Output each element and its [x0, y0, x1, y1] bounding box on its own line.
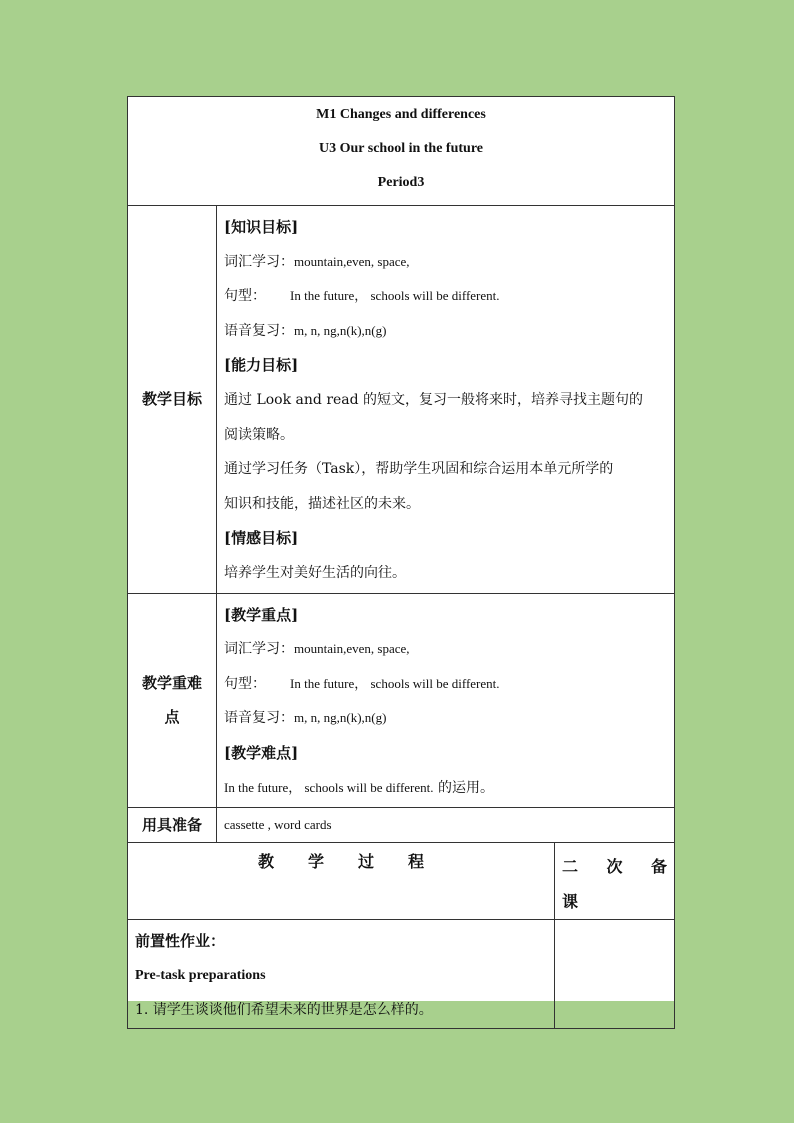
process-char-2: 学 [307, 852, 324, 872]
phonics-label: 语音复习： [224, 322, 294, 339]
tools-text: cassette , word cards [217, 808, 675, 843]
phonics-line [224, 314, 666, 349]
lesson-plan-table [127, 96, 675, 1029]
objectives-content [217, 206, 675, 594]
key-sentence-label: 句型： [224, 675, 266, 692]
lesson-plan-page [127, 96, 674, 1019]
second-prep-char-2: 次 [606, 857, 623, 877]
phonics-text: m, n, ng,n(k),n(g) [294, 322, 387, 338]
ability-line-3: 通过学习任务（Task），帮助学生巩固和综合运用本单元所学的 [224, 461, 614, 478]
key-vocab-text: mountain,even, space, [294, 641, 410, 657]
key-phonics-line [224, 701, 666, 736]
difficult-line [224, 771, 666, 806]
key-phonics-text: m, n, ng,n(k),n(g) [294, 710, 387, 726]
key-points-content [217, 593, 675, 808]
process-char-4: 程 [408, 852, 425, 872]
process-title [128, 843, 555, 920]
second-prep-char-3: 备 [651, 857, 668, 877]
sentence-text: In the future， schools will be different. [290, 288, 500, 304]
pretask-subheading: Pre-task preparations [135, 967, 266, 983]
ability-line-4: 知识和技能，描述社区的未来。 [224, 495, 420, 512]
difficult-heading: [教学难点] [224, 743, 299, 762]
key-phonics-label: 语音复习： [224, 710, 294, 727]
key-points-label [128, 593, 217, 808]
key-sentence-line [224, 667, 666, 702]
sentence-line [224, 279, 666, 314]
vocab-line [224, 245, 666, 280]
second-prep-row [562, 849, 667, 884]
process-char-3: 过 [358, 852, 375, 872]
pretask-notes-cell [555, 920, 675, 1029]
process-char-1: 教 [257, 852, 274, 872]
emotion-heading: [情感目标] [224, 529, 299, 548]
tools-label: 用具准备 [128, 808, 217, 843]
pretask-content [128, 920, 555, 1029]
second-prep-title [555, 843, 675, 920]
header-row [128, 97, 675, 206]
tools-row [128, 808, 675, 843]
key-points-row [128, 593, 675, 808]
objectives-row [128, 206, 675, 594]
header-cell [128, 97, 675, 206]
module-title: M1 Changes and differences [316, 107, 486, 122]
key-points-label-line-2: 点 [164, 708, 180, 727]
pretask-row [128, 920, 675, 1029]
objectives-label: 教学目标 [128, 206, 217, 594]
key-sentence-text: In the future， schools will be different. [290, 675, 500, 691]
key-heading: [教学重点] [224, 605, 299, 624]
knowledge-heading: [知识目标] [224, 218, 299, 236]
key-vocab-line [224, 632, 666, 667]
ability-line-2: 阅读策略。 [224, 426, 294, 443]
sentence-label: 句型： [224, 288, 266, 305]
pretask-item-1: 1. 请学生谈谈他们希望未来的世界是怎么样的。 [135, 1002, 433, 1019]
key-vocab-label: 词汇学习： [224, 641, 294, 658]
unit-title: U3 Our school in the future [319, 141, 483, 156]
second-prep-char-1: 二 [562, 857, 579, 877]
ability-heading: [能力目标] [224, 356, 299, 375]
ability-line-1: 通过 Look and read 的短文，复习一般将来时，培养寻找主题句的 [224, 391, 644, 408]
period-title: Period3 [377, 175, 425, 190]
difficult-text: In the future， schools will be different. [224, 779, 434, 795]
difficult-suffix: 的运用。 [433, 779, 494, 796]
process-header-row [128, 843, 675, 920]
emotion-text: 培养学生对美好生活的向往。 [224, 564, 406, 581]
second-prep-char-4: 课 [562, 892, 579, 912]
vocab-label: 词汇学习： [224, 253, 294, 270]
vocab-text: mountain,even, space, [294, 253, 410, 269]
key-points-label-line-1: 教学重难 [141, 674, 202, 693]
pretask-heading: 前置性作业： [135, 932, 226, 951]
